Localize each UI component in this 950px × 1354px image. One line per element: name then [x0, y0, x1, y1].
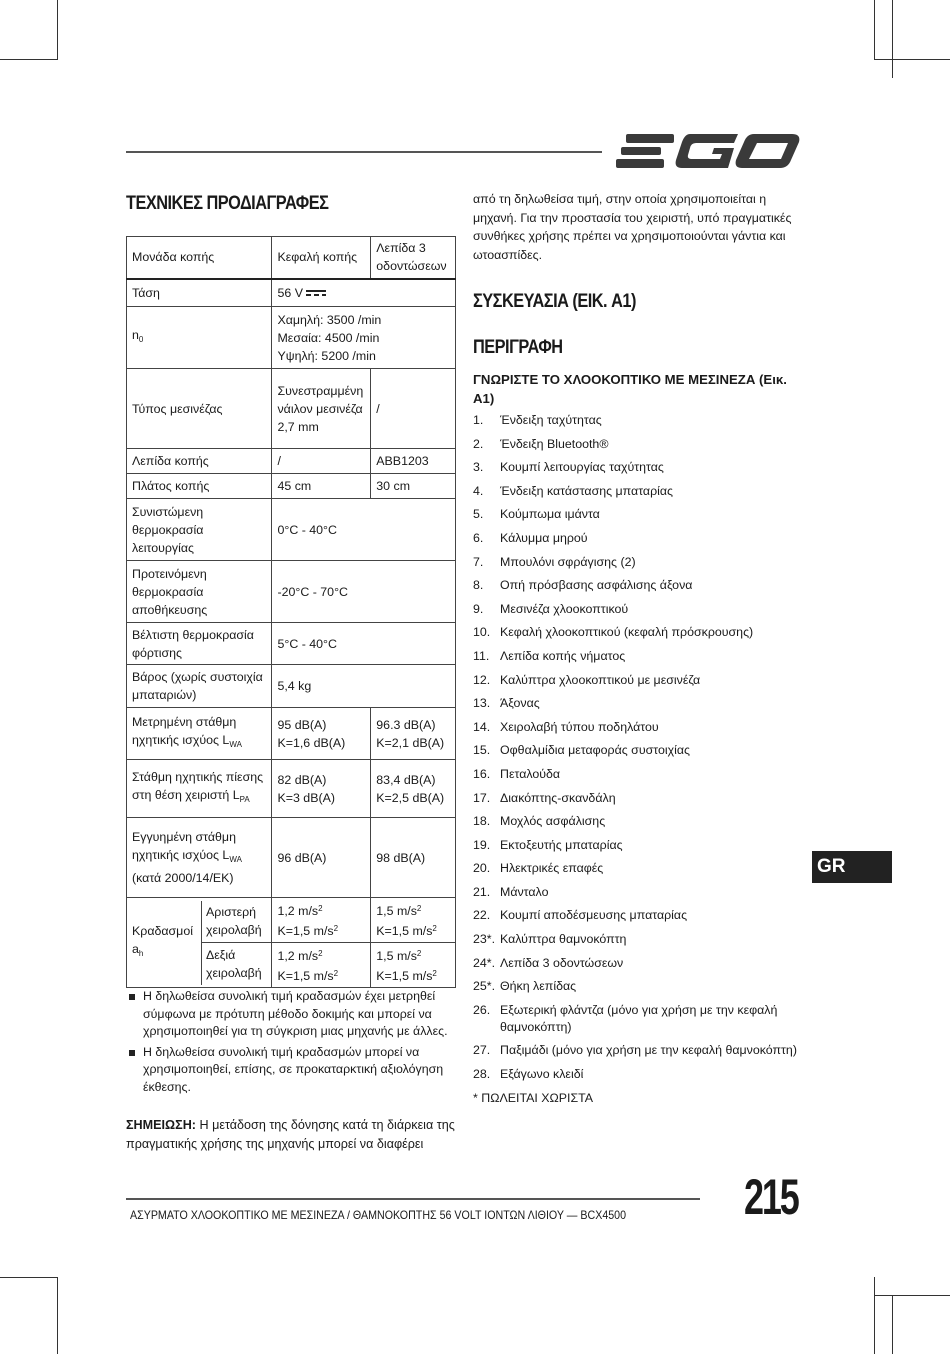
footer-rule — [126, 1198, 700, 1200]
item-text: Κεφαλή χλοοκοπτικού (κεφαλή πρόσκρουσης) — [500, 625, 754, 640]
list-item — [473, 907, 813, 924]
list-item — [473, 790, 813, 807]
crop-mark — [57, 1277, 58, 1354]
vib-right-blade: 1,5 $m/s^2$ K=1,5 $m/s^2$ — [371, 943, 456, 988]
list-item — [473, 766, 813, 783]
item-text: Ένδειξη ταχύτητας — [500, 413, 602, 427]
table-row — [127, 279, 456, 307]
item-number: 21. — [473, 884, 491, 899]
item-text: Παξιμάδι (μόνο για χρήση με την κεφαλή θαμνοκόπτη) — [500, 1043, 797, 1058]
vib-left-blade: 1,5 $m/s^2$ K=1,5 $m/s^2$ — [371, 898, 456, 943]
crop-mark — [892, 1295, 893, 1354]
list-item — [473, 978, 813, 995]
item-text: Κάλυμμα μηρού — [500, 530, 588, 545]
voltage-value: 56 V — [272, 279, 456, 307]
item-text: Ένδειξη Bluetooth® — [500, 436, 609, 451]
vib-left-head: 1,2 $m/s^2$ K=1,5 $m/s^2$ — [272, 898, 371, 943]
list-item — [473, 695, 813, 712]
charge-temp-label: Βέλτιστη θερμοκρασία φόρτισης — [127, 623, 272, 665]
blade-blade: ABB1203 — [371, 449, 456, 474]
item-number: 25*. — [473, 979, 496, 994]
item-number: 27. — [473, 1043, 491, 1058]
item-text: Οφθαλμίδια μεταφοράς συστοιχίας — [500, 743, 690, 758]
description-title: ΠΕΡΙΓΡΑΦΗ — [473, 337, 563, 358]
list-item — [473, 412, 813, 429]
width-blade: 30 cm — [371, 474, 456, 499]
vib-right-head: 1,2 $m/s^2$ K=1,5 $m/s^2$ — [272, 943, 371, 988]
list-item — [473, 577, 813, 594]
page-number: 215 — [744, 1169, 798, 1225]
item-number: 1. — [473, 413, 484, 427]
op-temp-label: Συνιστώμενη θερμοκρασία λειτουργίας — [127, 499, 272, 561]
line-type-blade: / — [371, 369, 456, 449]
list-item — [473, 719, 813, 736]
crop-mark — [0, 1277, 58, 1278]
list-item — [473, 459, 813, 476]
specs-table — [126, 236, 456, 988]
packaging-title: ΣΥΣΚΕΥΑΣΙΑ (ΕΙΚ. A1) — [473, 291, 636, 312]
item-text: Χειρολαβή τύπου ποδηλάτου — [500, 719, 659, 734]
table-row — [127, 449, 456, 474]
list-item — [473, 837, 813, 854]
list-item — [473, 624, 813, 641]
item-text: Πεταλούδα — [500, 766, 561, 781]
header-head: Κεφαλή κοπής — [272, 237, 371, 279]
item-number: 16. — [473, 766, 491, 781]
item-text: Εξάγωνο κλειδί — [500, 1067, 584, 1082]
table-row — [127, 561, 456, 623]
item-number: 11. — [473, 648, 490, 663]
item-number: 8. — [473, 578, 484, 593]
line-type-head: Συνεστραμμένη νάιλον μεσινέζα 2,7 mm — [272, 369, 371, 449]
crop-mark — [874, 59, 950, 60]
guaranteed-power-head: 96 dB(A) — [272, 818, 371, 898]
item-number: 28. — [473, 1067, 491, 1082]
note-paragraph — [126, 1116, 456, 1154]
table-row — [127, 818, 456, 898]
guaranteed-power-label: Εγγυημένη στάθμη ηχητικής ισχύος $L_{WA}$ (κατά 2000/14/ΕΚ) — [127, 818, 272, 898]
note-text: Η μετάδοση της δόνησης κατά τη διάρκεια της πραγματικής χρήσης της μηχανής μπορεί να διαφέρει — [126, 1118, 455, 1151]
item-number: 14. — [473, 719, 491, 734]
item-text: Εκτοξευτής μπαταρίας — [500, 837, 623, 852]
note-label: ΣΗΜΕΙΩΣΗ: — [126, 1118, 196, 1132]
item-text: Λεπίδα κοπής νήματος — [500, 648, 626, 663]
language-tab: GR — [812, 851, 892, 883]
item-text: Άξονας — [500, 696, 540, 711]
pressure-head: 82 dB(A) K=3 dB(A) — [272, 760, 371, 818]
item-number: 15. — [473, 743, 491, 758]
item-text: Κουμπί αποδέσμευσης μπαταρίας — [500, 908, 688, 923]
measured-power-blade: 96.3 dB(A) K=2,1 dB(A) — [371, 708, 456, 760]
table-row — [127, 307, 456, 369]
item-number: 12. — [473, 672, 491, 687]
list-item — [473, 931, 813, 948]
table-row — [127, 623, 456, 665]
measured-power-head: 95 dB(A) K=1,6 dB(A) — [272, 708, 371, 760]
bullet-square-icon — [129, 994, 135, 1000]
crop-mark — [892, 0, 893, 78]
item-number: 24*. — [473, 955, 496, 970]
item-text: Οπή πρόσβασης ασφάλισης άξονα — [500, 578, 693, 593]
item-number: 20. — [473, 861, 491, 876]
list-item — [473, 554, 813, 571]
item-number: 13. — [473, 696, 491, 711]
item-text: Μεσινέζα χλοοκοπτικού — [500, 601, 629, 616]
item-text: Μάνταλο — [500, 884, 549, 899]
header-cutting-unit: Μονάδα κοπής — [127, 237, 272, 279]
list-item — [473, 648, 813, 665]
weight-value: 5,4 kg — [272, 665, 456, 708]
measured-power-label: Μετρημένη στάθμη ηχητικής ισχύος $L_{WA}$ — [127, 708, 272, 760]
table-row — [127, 665, 456, 708]
crop-mark — [57, 0, 58, 60]
pressure-blade: 83,4 dB(A) K=2,5 dB(A) — [371, 760, 456, 818]
item-number: 4. — [473, 483, 484, 498]
item-number: 19. — [473, 837, 491, 852]
list-item — [473, 672, 813, 689]
item-number: 7. — [473, 554, 484, 569]
item-number: 10. — [473, 625, 491, 640]
item-text: Ηλεκτρικές επαφές — [500, 861, 604, 876]
list-item — [473, 860, 813, 877]
right-handle-label: Δεξιά χειρολαβή — [206, 947, 262, 980]
list-item: Η δηλωθείσα συνολική τιμή κραδασμών έχει μετρηθεί σύμφωνα με πρότυπη μέθοδο δοκιμής και μπορεί να χρησιμοποιηθεί για τη σύγκριση μιας μηχανής με άλλες. — [126, 988, 452, 1041]
blade-label: Λεπίδα κοπής — [127, 449, 272, 474]
item-text: Λεπίδα 3 οδοντώσεων — [500, 955, 624, 970]
intro-paragraph: από τη δηλωθείσα τιμή, στην οποία χρησιμοποιείται η μηχανή. Για την προστασία του χειριστή, υπό πραγματικές συνθήκες χρήσης πρέπει να χρησιμοποιούνται γάντια και ωτοασπίδες. — [473, 192, 792, 262]
item-text: Καλύπτρα χλοοκοπτικού με μεσινέζα — [500, 672, 701, 687]
voltage-label: Τάση — [127, 279, 272, 307]
item-number: 18. — [473, 814, 491, 829]
list-item — [473, 436, 813, 453]
list-item — [473, 601, 813, 618]
item-text: Εξωτερική φλάντζα (μόνο για χρήση με την κεφαλή θαμνοκόπτη) — [500, 1002, 778, 1034]
list-item — [473, 530, 813, 547]
item-text: Καλύπτρα θαμνοκόπτη — [500, 932, 627, 947]
list-item — [473, 884, 813, 901]
list-item — [473, 1066, 813, 1083]
table-row — [127, 237, 456, 279]
list-item — [473, 813, 813, 830]
vibration-symbol: $a_h$ — [132, 942, 144, 958]
header-blade: Λεπίδα 3 οδοντώσεων — [371, 237, 456, 279]
weight-label: Βάρος (χωρίς συστοιχία μπαταριών) — [127, 665, 272, 708]
store-temp-label: Προτεινόμενη θερμοκρασία αποθήκευσης — [127, 561, 272, 623]
specs-title: ΤΕΧΝΙΚΕΣ ΠΡΟΔΙΑΓΡΑΦΕΣ — [126, 193, 329, 214]
list-item — [473, 742, 813, 759]
list-item — [473, 1002, 813, 1036]
crop-mark — [874, 0, 875, 60]
item-text: Κουμπί λειτουργίας ταχύτητας — [500, 460, 664, 475]
item-text: Ένδειξη κατάστασης μπαταρίας — [500, 483, 674, 498]
item-number: 6. — [473, 530, 484, 545]
line-type-label: Τύπος μεσινέζας — [127, 369, 272, 449]
width-head: 45 cm — [272, 474, 371, 499]
crop-mark — [874, 1295, 950, 1296]
item-number: 22. — [473, 908, 491, 923]
list-item — [473, 1042, 813, 1059]
footer-title: ΑΣΥΡΜΑΤΟ ΧΛΟΟΚΟΠΤΙΚΟ ΜΕ ΜΕΣΙΝΕΖΑ / ΘΑΜΝΟΚΟΠΤΗΣ 56 VOLT ΙΟΝΤΩΝ ΛΙΘΙΟΥ — BCX4500 — [130, 1209, 627, 1222]
vibration-notes — [126, 988, 452, 1099]
ego-logo — [616, 130, 801, 172]
crop-mark — [874, 1277, 875, 1354]
vibration-label: Κραδασμοί — [132, 924, 193, 938]
item-number: 26. — [473, 1002, 491, 1017]
item-number: 3. — [473, 460, 484, 475]
item-number: 17. — [473, 790, 491, 805]
guaranteed-power-blade: 98 dB(A) — [371, 818, 456, 898]
sold-separately-note: * ΠΩΛΕΙΤΑΙ ΧΩΡΙΣΤΑ — [473, 1091, 594, 1105]
dc-symbol-icon — [306, 289, 326, 297]
item-text: Μοχλός ασφάλισης — [500, 814, 606, 829]
store-temp-value: -20°C - 70°C — [272, 561, 456, 623]
item-number: 2. — [473, 436, 484, 451]
item-number: 23*. — [473, 932, 496, 947]
list-item — [473, 506, 813, 523]
item-number: 9. — [473, 601, 484, 616]
table-row — [127, 898, 456, 943]
vibration-label-cell — [127, 898, 272, 988]
speed-values: Χαμηλή: 3500 /min Μεσαία: 4500 /min Υψηλή: 5200 /min — [272, 307, 456, 369]
op-temp-value: 0°C - 40°C — [272, 499, 456, 561]
blade-head: / — [272, 449, 371, 474]
width-label: Πλάτος κοπής — [127, 474, 272, 499]
table-row — [127, 499, 456, 561]
crop-mark — [0, 59, 58, 60]
parts-list — [473, 412, 813, 1090]
list-item — [473, 955, 813, 972]
table-row — [127, 708, 456, 760]
table-row — [127, 369, 456, 449]
item-text: Διακόπτης-σκανδάλη — [500, 790, 616, 805]
left-handle-label: Αριστερή χειρολαβή — [202, 901, 271, 943]
header-rule — [126, 151, 602, 153]
list-item: Η δηλωθείσα συνολική τιμή κραδασμών μπορεί να χρησιμοποιηθεί, επίσης, σε προκαταρκτική αξιολόγηση έκθεσης. — [126, 1044, 452, 1097]
list-item — [473, 483, 813, 500]
item-text: Θήκη λεπίδας — [500, 979, 577, 994]
know-your-trimmer-heading: ΓΝΩΡΙΣΤΕ ΤΟ ΧΛΟΟΚΟΠΤΙΚΟ ΜΕ ΜΕΣΙΝΕΖΑ (Εικ. A1) — [473, 372, 787, 406]
charge-temp-value: 5°C - 40°C — [272, 623, 456, 665]
speed-label: $n_0$ — [127, 307, 272, 369]
item-number: 5. — [473, 507, 484, 522]
table-row — [127, 760, 456, 818]
item-text: Μπουλόνι σφράγισης (2) — [500, 554, 636, 569]
table-row — [127, 474, 456, 499]
pressure-label: Στάθμη ηχητικής πίεσης στη θέση χειριστή $L_{PA}$ — [127, 760, 272, 818]
item-text: Κούμπωμα ιμάντα — [500, 507, 600, 522]
bullet-square-icon — [129, 1050, 135, 1056]
